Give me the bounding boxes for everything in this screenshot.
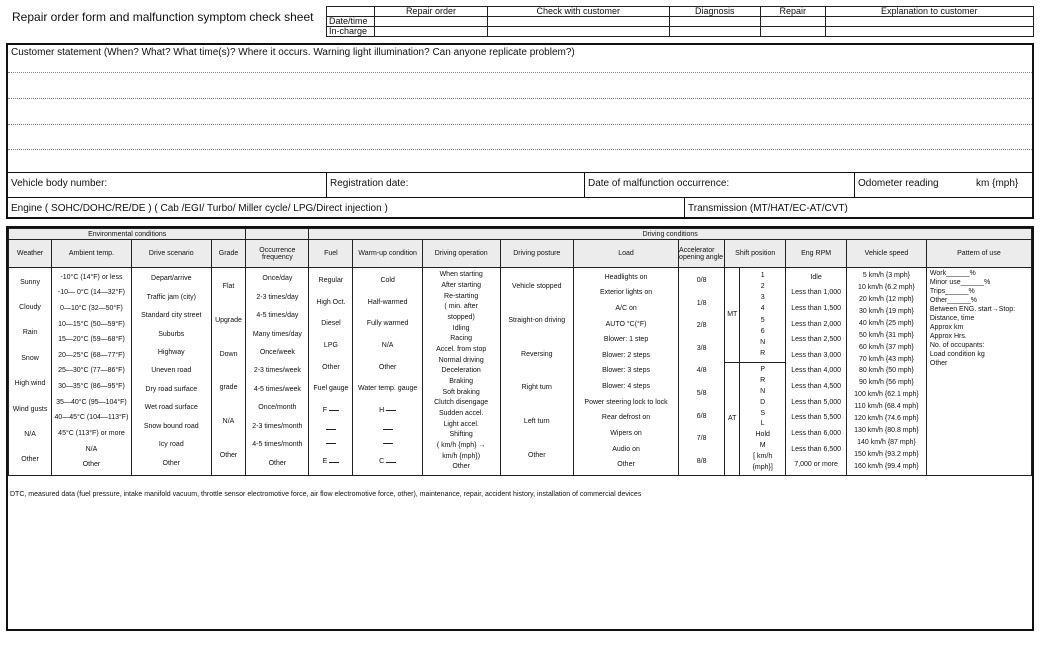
customer-statement-label: Customer statement (When? What? What time(s)? Where it occurs. Warning light illumination? Can anyone replicate problem?) <box>11 47 575 58</box>
speed-option[interactable]: 20 km/h {12 mph} <box>859 295 914 303</box>
occurrence-option[interactable]: Other <box>268 459 287 467</box>
water-gauge-tick <box>353 443 421 444</box>
ambient-option[interactable]: 15—20°C (59—68°F) <box>58 336 125 344</box>
grade-option[interactable]: grade <box>219 384 238 392</box>
hdr-fuel: Fuel <box>309 240 353 268</box>
hdr-grade: Grade <box>211 240 246 268</box>
water-temp-gauge[interactable] <box>353 407 421 415</box>
shift-mt-option[interactable]: 1 <box>760 271 765 279</box>
incharge-cell[interactable] <box>487 27 669 37</box>
drive-option[interactable]: Traffic jam (city) <box>146 293 196 301</box>
accel-option[interactable]: 8/8 <box>696 457 707 465</box>
ambient-option[interactable]: Other <box>82 461 101 469</box>
ambient-option[interactable]: 45°C (113°F) or more <box>58 429 125 437</box>
occurrence-option[interactable]: Once/week <box>259 349 295 357</box>
warmup-option[interactable]: N/A <box>381 341 394 349</box>
operation-option[interactable]: Sudden accel. <box>438 410 484 418</box>
posture-option[interactable]: Right turn <box>521 384 552 392</box>
operation-option[interactable]: Racing <box>450 335 473 343</box>
ambient-option[interactable]: -10°C (14°F) or less <box>60 273 123 281</box>
warmup-option[interactable]: Cold <box>380 276 395 284</box>
ambient-option[interactable]: 40—45°C (104—113°F) <box>54 414 129 422</box>
drive-option[interactable]: Icy road <box>158 441 184 449</box>
fuel-gauge-label: Fuel gauge <box>313 385 349 393</box>
rpm-option[interactable]: Less than 2,500 <box>791 336 842 344</box>
load-option[interactable]: AUTO °C(°F) <box>605 320 647 328</box>
hdr-drive: Drive scenario <box>131 240 211 268</box>
gauge-tick <box>386 410 396 411</box>
hdr-operation: Driving operation <box>422 240 500 268</box>
malfunction-date-label: Date of malfunction occurrence: <box>588 178 730 189</box>
col-repair-order: Repair order <box>375 7 488 17</box>
customer-statement-box <box>6 43 1034 219</box>
operation-option[interactable]: km/h {mph}) <box>442 452 481 460</box>
divider <box>8 197 1032 198</box>
shift-at-option[interactable]: Hold <box>755 431 770 439</box>
weather-option[interactable]: Wind gusts <box>12 405 48 413</box>
occurrence-option[interactable]: 2-3 times/week <box>253 367 301 375</box>
occurrence-option[interactable]: 2-3 times/day <box>256 293 299 301</box>
occurrence-option[interactable]: Once/month <box>258 404 297 412</box>
speed-option[interactable]: 90 km/h {56 mph} <box>859 379 914 387</box>
occurrence-option[interactable]: Once/day <box>262 275 293 283</box>
drive-option[interactable]: Wet road surface <box>144 404 198 412</box>
ambient-option[interactable]: N/A <box>85 445 98 453</box>
rpm-option[interactable]: Less than 1,000 <box>791 289 842 297</box>
fuel-option[interactable]: Regular <box>318 276 344 284</box>
pattern-option[interactable]: Load condition kg <box>929 351 985 358</box>
gauge-tick <box>329 410 339 411</box>
shift-at-option[interactable]: N <box>760 387 766 395</box>
operation-option[interactable]: Idling <box>452 324 470 332</box>
load-option[interactable]: A/C on <box>615 305 637 313</box>
hdr-shift: Shift position <box>725 240 786 268</box>
shift-mt-option[interactable]: 5 <box>760 316 765 324</box>
divider <box>326 172 327 197</box>
occurrence-option[interactable]: Many times/day <box>252 330 302 338</box>
divider <box>8 172 1032 173</box>
shift-at-option[interactable]: M <box>759 441 766 449</box>
load-option[interactable]: Blower: 3 steps <box>602 367 650 375</box>
load-option[interactable]: Rear defrost on <box>601 414 651 422</box>
drive-option[interactable]: Standard city street <box>141 312 202 320</box>
statement-line[interactable] <box>8 98 1032 99</box>
accel-option[interactable]: 5/8 <box>696 390 707 397</box>
accel-option[interactable]: 1/8 <box>696 299 707 307</box>
fuel-option[interactable]: Other <box>322 363 340 371</box>
speed-option[interactable]: 70 km/h {43 mph} <box>859 355 914 363</box>
datetime-cell[interactable] <box>487 17 669 27</box>
grade-option[interactable]: Flat <box>222 282 235 290</box>
speed-option[interactable]: 140 km/h {87 mph} <box>857 439 916 447</box>
divider <box>584 172 585 197</box>
operation-option[interactable]: Light accel. <box>443 420 479 428</box>
speed-option[interactable]: 30 km/h {19 mph} <box>859 307 914 315</box>
hdr-weather: Weather <box>9 240 52 268</box>
operation-option[interactable]: Clutch disengage <box>434 399 489 407</box>
hdr-load: Load <box>574 240 679 268</box>
operation-option[interactable]: Accel. from stop <box>436 346 487 354</box>
shift-at-option[interactable]: S <box>760 409 766 417</box>
operation-option[interactable]: Shifting <box>449 431 473 439</box>
rpm-option[interactable]: Less than 1,500 <box>791 305 842 313</box>
load-option[interactable]: Blower: 4 steps <box>602 383 650 391</box>
vehicle-body-number-label: Vehicle body number: <box>11 178 108 189</box>
pattern-option[interactable]: Other______% <box>929 297 977 304</box>
warmup-option[interactable]: Other <box>378 363 397 371</box>
shift-at-option[interactable]: P <box>760 366 766 374</box>
odometer-unit: km {mph} <box>976 178 1019 189</box>
hdr-accel: Accelerator opening angle <box>679 240 725 268</box>
posture-option[interactable]: Left turn <box>523 418 550 426</box>
posture-option[interactable]: Other <box>528 452 546 460</box>
hdr-rpm: Eng RPM <box>786 240 847 268</box>
load-option[interactable]: Blower: 1 step <box>603 336 649 344</box>
pattern-option[interactable]: Approx Hrs. <box>929 333 967 340</box>
odometer-label: Odometer reading <box>858 178 939 189</box>
drive-option[interactable]: Other <box>162 459 181 467</box>
conditions-box <box>6 226 1034 631</box>
ambient-option[interactable]: -10— 0°C (14—32°F) <box>57 289 125 297</box>
load-option[interactable]: Power steering lock to lock <box>584 398 668 406</box>
weather-option[interactable]: Cloudy <box>19 304 41 312</box>
weather-option[interactable]: Sunny <box>20 278 40 286</box>
drive-option[interactable]: Uneven road <box>151 367 192 375</box>
datetime-cell[interactable] <box>760 17 825 27</box>
operation-option[interactable]: Other <box>452 463 470 471</box>
posture-option[interactable]: Reversing <box>521 350 553 358</box>
weather-option[interactable]: Other <box>21 456 39 464</box>
speed-option[interactable]: 5 km/h {3 mph} <box>862 271 911 279</box>
grade-option[interactable]: Other <box>219 452 238 460</box>
shift-mt-option[interactable]: N <box>760 339 766 347</box>
operation-option[interactable]: When starting <box>439 271 483 279</box>
header-corner <box>327 7 375 17</box>
weather-option[interactable]: Snow <box>21 354 39 362</box>
speed-option[interactable]: 150 km/h {93.2 mph} <box>854 451 919 459</box>
gauge-tick <box>329 462 339 463</box>
shift-at-option[interactable]: D <box>760 398 766 406</box>
load-option[interactable]: Headlights on <box>604 273 648 281</box>
statement-line[interactable] <box>8 124 1032 125</box>
rpm-option[interactable]: Less than 4,500 <box>791 383 842 391</box>
speed-option[interactable]: 120 km/h {74.6 mph} <box>854 415 919 423</box>
gauge-tick <box>386 462 396 463</box>
weather-option[interactable]: High wind <box>14 380 46 388</box>
operation-option[interactable]: Deceleration <box>441 367 481 375</box>
datetime-cell[interactable] <box>669 17 760 27</box>
grade-option[interactable]: N/A <box>222 418 235 426</box>
operation-option[interactable]: Normal driving <box>438 356 484 364</box>
shift-mt-option[interactable]: 4 <box>760 305 765 313</box>
speed-option[interactable]: 60 km/h {37 mph} <box>859 343 914 351</box>
pattern-option[interactable]: Between ENG. start→Stop: <box>929 306 1016 313</box>
ambient-option[interactable]: 0—10°C (32—50°F) <box>60 305 123 313</box>
operation-option[interactable]: After starting <box>441 282 481 289</box>
posture-option[interactable]: Straight-on driving <box>508 316 566 324</box>
shift-at-option[interactable]: R <box>760 377 766 385</box>
transmission-label: Transmission (MT/HAT/EC-AT/CVT) <box>688 203 848 214</box>
rpm-option[interactable]: Less than 5,500 <box>791 414 842 422</box>
speed-option[interactable]: 160 km/h {99.4 mph} <box>854 462 919 470</box>
rpm-option[interactable]: Less than 6,000 <box>791 429 842 437</box>
pattern-option[interactable]: Work______% <box>929 270 976 277</box>
drive-option[interactable]: Snow bound road <box>143 422 199 430</box>
gauge-cold-label: C <box>379 458 385 466</box>
warmup-option[interactable]: Half-warmed <box>367 298 408 306</box>
operation-option[interactable]: Re-starting <box>444 292 479 300</box>
fuel-option[interactable]: Diesel <box>321 320 341 328</box>
occurrence-option[interactable]: 4-5 times/day <box>256 312 299 320</box>
operation-option[interactable]: ( min. after <box>444 303 478 311</box>
grade-option[interactable]: Down <box>219 350 238 358</box>
registration-date-label: Registration date: <box>330 178 409 189</box>
posture-option[interactable]: Vehicle stopped <box>512 282 562 290</box>
shift-at-option[interactable]: {mph}] <box>752 463 773 471</box>
gauge-tick <box>383 443 393 444</box>
accel-option[interactable]: 7/8 <box>696 435 707 443</box>
operation-option[interactable]: ( km/h {mph} → <box>436 442 486 450</box>
divider <box>684 197 685 219</box>
accel-option[interactable]: 2/8 <box>696 322 707 330</box>
load-option[interactable]: Exterior lights on <box>599 289 653 297</box>
shift-mt-option[interactable]: 3 <box>760 294 765 302</box>
pattern-option[interactable]: Distance, time <box>929 315 975 322</box>
fuel-gauge-tick <box>309 429 352 430</box>
ambient-option[interactable]: 30—35°C (86—95°F) <box>58 383 125 391</box>
fuel-option[interactable]: LPG <box>323 341 338 349</box>
blank-cell <box>246 229 309 240</box>
incharge-cell[interactable] <box>669 27 760 37</box>
fuel-gauge-empty <box>309 458 352 466</box>
incharge-cell[interactable] <box>375 27 488 37</box>
hdr-pattern: Pattern of use <box>926 240 1031 268</box>
pattern-option[interactable]: Minor use______% <box>929 279 991 286</box>
occurrence-option[interactable]: 4-5 times/month <box>252 441 303 449</box>
rpm-option[interactable]: Less than 5,000 <box>791 398 842 406</box>
fuel-gauge-tick <box>309 443 352 444</box>
row-incharge-label: In-charge <box>327 27 375 37</box>
water-gauge-cold <box>353 458 421 466</box>
incharge-cell[interactable] <box>760 27 825 37</box>
header-table <box>326 6 1034 37</box>
pattern-option[interactable]: Other <box>929 360 948 367</box>
accel-option[interactable]: 4/8 <box>696 367 707 375</box>
col-check-with-customer: Check with customer <box>487 7 669 17</box>
speed-option[interactable]: 50 km/h {31 mph} <box>859 331 914 339</box>
gauge-tick <box>383 429 393 430</box>
weather-option[interactable]: N/A <box>24 430 36 438</box>
operation-option[interactable]: Soft braking <box>442 388 480 396</box>
form-title: Repair order form and malfunction symptom check sheet <box>12 10 314 24</box>
shift-at-option[interactable]: [ km/h <box>753 452 773 460</box>
drive-option[interactable]: Highway <box>157 349 185 357</box>
shift-mt-option[interactable]: 2 <box>760 282 765 290</box>
hdr-posture: Driving posture <box>500 240 574 268</box>
gauge-tick <box>326 429 336 430</box>
shift-mt-option[interactable]: 6 <box>760 327 765 335</box>
load-option[interactable]: Wipers on <box>610 429 642 437</box>
ambient-option[interactable]: 25—30°C (77—86°F) <box>58 367 125 375</box>
weather-option[interactable]: Rain <box>22 329 38 337</box>
accel-option[interactable]: 3/8 <box>696 344 707 352</box>
drive-option[interactable]: Dry road surface <box>145 385 198 393</box>
rpm-option[interactable]: Idle <box>810 273 822 281</box>
shift-mt-option[interactable]: R <box>760 350 766 358</box>
datetime-cell[interactable] <box>375 17 488 27</box>
engine-label: Engine ( SOHC/DOHC/RE/DE ) ( Cab /EGI/ Turbo/ Miller cycle/ LPG/Direct injection ) <box>11 203 388 214</box>
shift-at-label: AT <box>728 415 737 423</box>
col-explanation: Explanation to customer <box>825 7 1033 17</box>
dtc-note: DTC, measured data (fuel pressure, intake manifold vacuum, throttle sensor electromotive force, air flow electromotive force, other), maintenance, repair, accident history, installation of commercial devices <box>10 491 642 498</box>
load-option[interactable]: Blower: 2 steps <box>602 351 650 359</box>
shift-mt-label: MT <box>725 268 739 363</box>
water-gauge-tick <box>353 429 421 430</box>
shift-position-cell <box>725 268 785 475</box>
warmup-option[interactable]: Fully warmed <box>366 320 409 328</box>
statement-line[interactable] <box>8 72 1032 73</box>
ambient-option[interactable]: 10—15°C (50—59°F) <box>58 320 125 328</box>
water-temp-label: Water temp. gauge <box>358 385 418 393</box>
row-datetime-label: Date/time <box>327 17 375 27</box>
gauge-full-label: F <box>322 406 328 414</box>
incharge-cell[interactable] <box>825 27 1033 37</box>
col-repair: Repair <box>760 7 825 17</box>
rpm-option[interactable]: 7,000 or more <box>794 461 838 469</box>
rpm-option[interactable]: Less than 6,500 <box>791 445 842 453</box>
pattern-option[interactable]: Trips______% <box>929 288 975 295</box>
rpm-option[interactable]: Less than 2,000 <box>791 320 842 328</box>
ambient-option[interactable]: 20—25°C (68—77°F) <box>58 351 125 359</box>
drive-option[interactable]: Depart/arrive <box>151 275 192 283</box>
rpm-option[interactable]: Less than 3,000 <box>791 351 842 359</box>
fuel-option[interactable]: High Oct. <box>316 298 346 306</box>
operation-option[interactable]: Braking <box>449 378 474 386</box>
gauge-hot-label: H <box>379 406 385 414</box>
grade-option[interactable]: Upgrade <box>215 316 242 324</box>
speed-option[interactable]: 130 km/h {80.8 mph} <box>854 427 919 435</box>
statement-line[interactable] <box>8 149 1032 150</box>
accel-option[interactable]: 0/8 <box>696 277 707 285</box>
occurrence-option[interactable]: 2-3 times/month <box>252 422 303 430</box>
speed-option[interactable]: 110 km/h {68.4 mph} <box>854 403 919 411</box>
rpm-option[interactable]: Less than 4,000 <box>791 367 842 375</box>
ambient-option[interactable]: 35—40°C (95—104°F) <box>56 398 127 406</box>
gauge-empty-label: E <box>322 458 328 466</box>
hdr-ambient: Ambient temp. <box>52 240 132 268</box>
fuel-gauge[interactable] <box>309 407 352 415</box>
drive-option[interactable]: Suburbs <box>158 330 185 338</box>
gauge-tick <box>326 443 336 444</box>
divider <box>854 172 855 197</box>
driving-conditions-title: Driving conditions <box>309 229 1032 240</box>
env-conditions-title: Environmental conditions <box>9 229 246 240</box>
speed-option[interactable]: 40 km/h {25 mph} <box>859 319 914 327</box>
speed-option[interactable]: 10 km/h {6.2 mph} <box>858 283 915 291</box>
load-option[interactable]: Other <box>617 461 635 469</box>
operation-option[interactable]: stopped) <box>447 314 475 322</box>
accel-option[interactable]: 6/8 <box>696 412 707 420</box>
occurrence-option[interactable]: 4-5 times/week <box>253 385 301 393</box>
hdr-warmup: Warm-up condition <box>353 240 422 268</box>
speed-option[interactable]: 100 km/h {62.1 mph} <box>854 391 919 399</box>
speed-option[interactable]: 80 km/h {50 mph} <box>859 367 914 375</box>
hdr-occurrence: Occurrence frequency <box>246 240 309 268</box>
conditions-table <box>8 228 1032 476</box>
col-diagnosis: Diagnosis <box>669 7 760 17</box>
datetime-cell[interactable] <box>825 17 1033 27</box>
pattern-option[interactable]: Approx km <box>929 324 964 331</box>
load-option[interactable]: Audio on <box>612 445 640 453</box>
pattern-option[interactable]: No. of occupants: <box>929 342 985 349</box>
hdr-speed: Vehicle speed <box>847 240 927 268</box>
shift-at-option[interactable]: L <box>760 420 765 428</box>
